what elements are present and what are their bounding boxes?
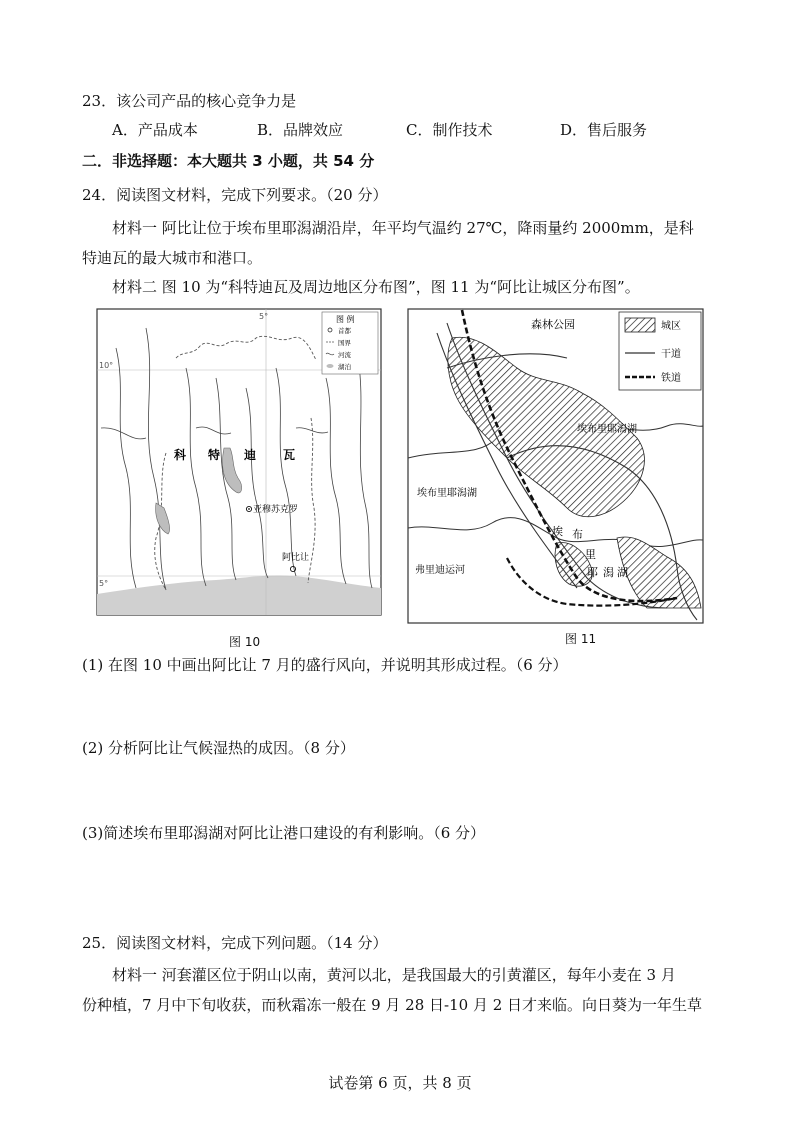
legend-railway: 铁道 <box>661 373 681 384</box>
lagoon-vchar-3: 里 <box>585 548 596 561</box>
legend-title: 图 例 <box>336 315 355 324</box>
q23-option-a: A．产品成本 <box>112 121 198 139</box>
country-char-1: 科 <box>174 448 187 462</box>
q25-material1-line2: 份种植，7 月中下旬收获，而秋霜冻一般在 9 月 28 日-10 月 2 日才来临。向日葵为一年生草 <box>82 996 703 1014</box>
urban-legend-icon <box>625 318 655 332</box>
capital-label: 亚穆苏克罗 <box>253 505 299 515</box>
figure-11-map <box>407 308 704 624</box>
legend-border: 国界 <box>338 339 351 347</box>
country-char-3: 迪 <box>244 448 257 462</box>
q23-option-d: D．售后服务 <box>560 121 648 139</box>
legend-capital: 首都 <box>338 327 351 335</box>
latitude-label-top: 10° <box>99 361 114 370</box>
lagoon-vchar-5: 潟 <box>603 566 614 579</box>
lagoon-vchar-2: 布 <box>572 528 583 541</box>
q24-material2: 材料二 图 10 为“科特迪瓦及周边地区分布图”，图 11 为“阿比让城区分布图”。 <box>112 278 640 296</box>
abidjan-label: 阿比让 <box>282 553 310 563</box>
longitude-label: 5° <box>259 312 269 321</box>
legend-river: 河流 <box>338 351 351 359</box>
q24-stem: 24．阅读图文材料，完成下列要求。（20 分） <box>82 186 388 204</box>
section-heading: 二．非选择题：本大题共 3 小题，共 54 分 <box>82 152 375 170</box>
lagoon-label-left: 埃布里耶潟湖 <box>417 488 477 499</box>
q25-stem: 25．阅读图文材料，完成下列问题。（14 分） <box>82 934 388 952</box>
lagoon-vchar-1: 埃 <box>552 525 563 538</box>
q24-sub2: (2) 分析阿比让气候湿热的成因。（8 分） <box>82 739 355 757</box>
canal-label: 弗里迪运河 <box>415 565 465 576</box>
lagoon-vchar-4: 耶 <box>587 566 598 579</box>
lagoon-label-right: 埃布里耶潟湖 <box>577 424 637 435</box>
lagoon-vchar-6: 湖 <box>617 566 628 579</box>
q24-sub3: (3)简述埃布里耶潟湖对阿比让港口建设的有利影响。（6 分） <box>82 824 486 842</box>
country-char-4: 瓦 <box>283 448 296 462</box>
legend-lake: 湖泊 <box>338 363 351 371</box>
figure-10-map <box>96 308 382 616</box>
country-char-2: 特 <box>208 448 221 462</box>
q25-material1-line1: 材料一 河套灌区位于阴山以南，黄河以北，是我国最大的引黄灌区，每年小麦在 3 月 <box>112 966 676 984</box>
q24-material1-line2: 特迪瓦的最大城市和港口。 <box>82 249 263 267</box>
forest-park-label: 森林公园 <box>531 318 575 331</box>
figure-11-caption: 图 11 <box>565 632 597 646</box>
lake-legend-icon <box>327 364 334 368</box>
latitude-label-bottom: 5° <box>99 579 109 588</box>
q24-material1-line1: 材料一 阿比让位于埃布里耶潟湖沿岸，年平均气温约 27℃，降雨量约 2000mm，是科 <box>112 219 694 237</box>
q24-sub1: (1) 在图 10 中画出阿比让 7 月的盛行风向，并说明其形成过程。（6 分） <box>82 656 568 674</box>
figure-10-caption: 图 10 <box>229 635 261 649</box>
q23-option-c: C．制作技术 <box>406 121 493 139</box>
page-footer: 试卷第 6 页，共 8 页 <box>328 1074 472 1092</box>
legend-road: 干道 <box>661 349 681 360</box>
q23-option-b: B．品牌效应 <box>257 121 344 139</box>
q23-stem: 23．该公司产品的核心竞争力是 <box>82 92 297 110</box>
legend-urban: 城区 <box>661 321 681 332</box>
